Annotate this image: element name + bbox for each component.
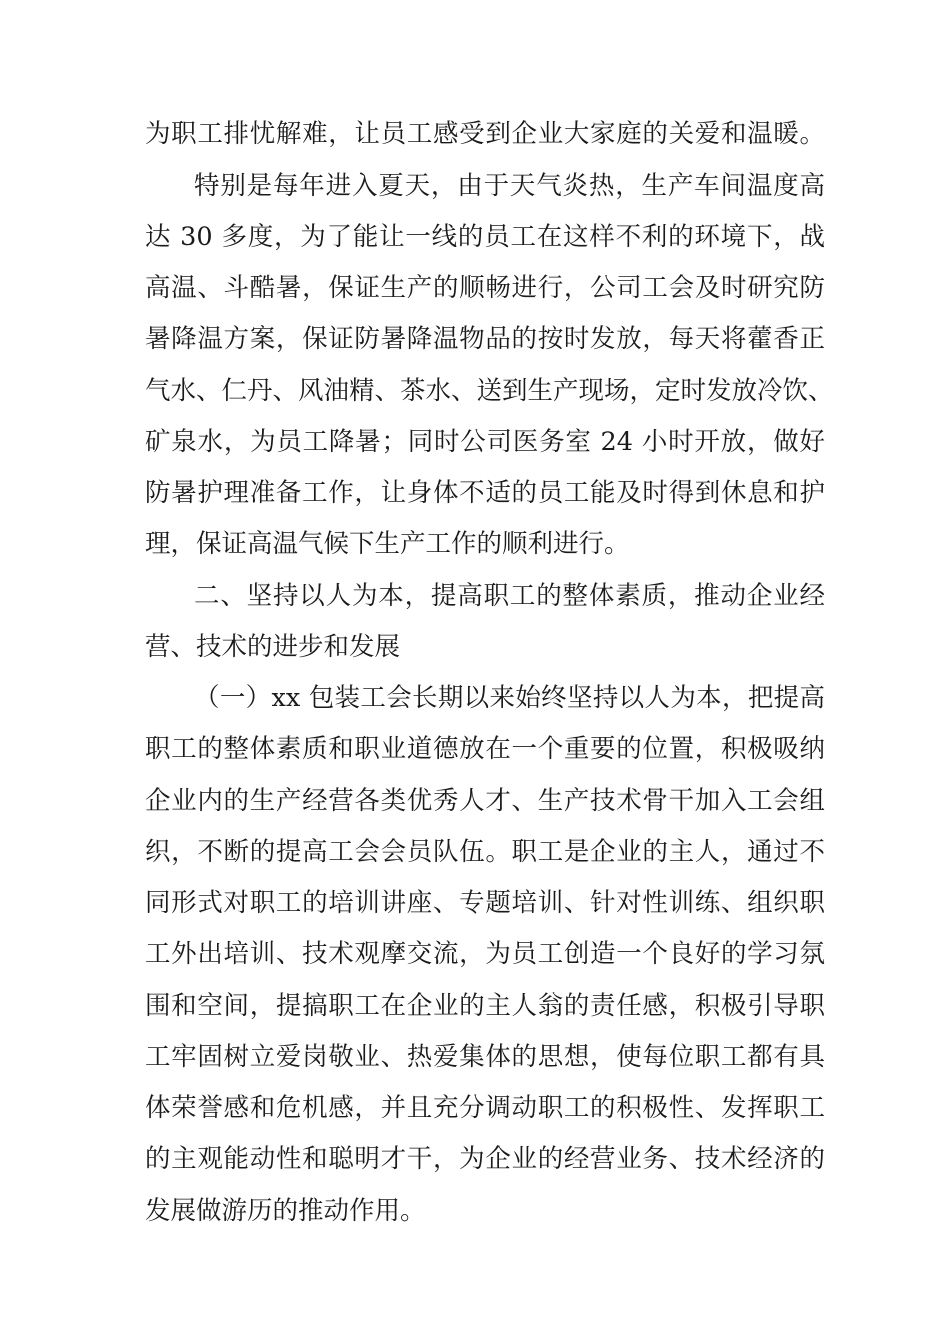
text-line-7: 矿泉水，为员工降暑；同时公司医务室 24 小时开放，做好 [145, 427, 825, 457]
text-line-13: 职工的整体素质和职业道德放在一个重要的位置，积极吸纳 [145, 734, 825, 764]
text-line-18: 围和空间，提搞职工在企业的主人翁的责任感，积极引导职 [145, 991, 825, 1021]
text-line-6: 气水、仁丹、风油精、茶水、送到生产现场，定时发放冷饮、 [145, 376, 834, 406]
text-line-2: 特别是每年进入夏天，由于天气炎热，生产车间温度高 [194, 171, 825, 201]
text-line-19: 工牢固树立爱岗敬业、热爱集体的思想，使每位职工都有具 [145, 1042, 825, 1072]
text-line-12: （一）xx 包装工会长期以来始终坚持以人为本，把提高 [194, 683, 825, 713]
section-heading-line-2: 营、技术的进步和发展 [145, 632, 401, 662]
text-line-4: 高温、斗酷暑，保证生产的顺畅进行，公司工会及时研究防 [145, 273, 825, 303]
text-line-1: 为职工排忧解难，让员工感受到企业大家庭的关爱和温暖。 [145, 119, 825, 149]
text-line-3: 达 30 多度，为了能让一线的员工在这样不利的环境下，战 [145, 222, 825, 252]
text-line-15: 织，不断的提高工会会员队伍。职工是企业的主人，通过不 [145, 837, 825, 867]
text-line-9: 理，保证高温气候下生产工作的顺利进行。 [145, 529, 630, 559]
text-line-20: 体荣誉感和危机感，并且充分调动职工的积极性、发挥职工 [145, 1093, 825, 1123]
section-heading-line-1: 二、坚持以人为本，提高职工的整体素质，推动企业经 [194, 581, 825, 611]
text-line-16: 同形式对职工的培训讲座、专题培训、针对性训练、组织职 [145, 888, 825, 918]
text-line-14: 企业内的生产经营各类优秀人才、生产技术骨干加入工会组 [145, 786, 825, 816]
text-line-17: 工外出培训、技术观摩交流，为员工创造一个良好的学习氛 [145, 939, 825, 969]
text-line-22: 发展做游历的推动作用。 [145, 1196, 426, 1226]
text-line-8: 防暑护理准备工作，让身体不适的员工能及时得到休息和护 [145, 478, 825, 508]
text-line-21: 的主观能动性和聪明才干，为企业的经营业务、技术经济的 [145, 1144, 825, 1174]
text-line-5: 暑降温方案，保证防暑降温物品的按时发放，每天将藿香正 [145, 324, 825, 354]
